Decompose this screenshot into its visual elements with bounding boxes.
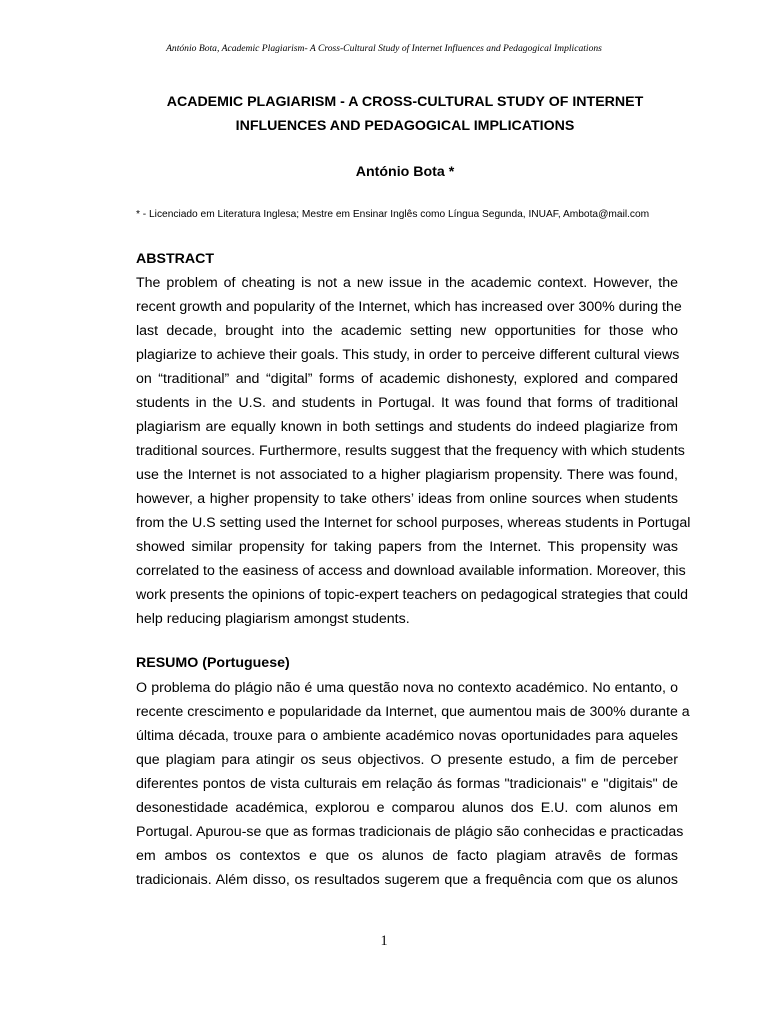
abstract-line: plagiarize to achieve their goals. This study, in order to perceive different cultural views (136, 347, 680, 363)
resumo-line: diferentes pontos de vista culturais em relação ás formas "tradicionais" e "digitais" de (136, 776, 678, 792)
author-footnote: * - Licenciado em Literatura Inglesa; Mestre em Ensinar Inglês como Língua Segunda, INUAF, Ambota@mail.com (136, 209, 650, 220)
resumo-line: O problema do plágio não é uma questão nova no contexto académico. No entanto, o (136, 680, 678, 696)
resumo-line: que plagiam para atingir os seus objectivos. O presente estudo, a fim de perceber (136, 752, 678, 768)
abstract-line: The problem of cheating is not a new issue in the academic context. However, the (136, 275, 678, 291)
resumo-body (136, 676, 690, 892)
abstract-line: traditional sources. Furthermore, results suggest that the frequency with which students (136, 443, 685, 459)
resumo-line: Portugal. Apurou-se que as formas tradicionais de plágio são conhecidas e practicadas (136, 824, 684, 840)
abstract-line: work presents the opinions of topic-expert teachers on pedagogical strategies that could (136, 587, 689, 603)
abstract-line: recent growth and popularity of the Internet, which has increased over 300% during the (136, 299, 682, 315)
resumo-line: recente crescimento e popularidade da Internet, que aumentou mais de 300% durante a (136, 704, 690, 720)
resumo-line: desonestidade académica, explorou e comparou alunos dos E.U. com alunos em (136, 800, 678, 816)
paper-title (100, 90, 710, 138)
abstract-line: plagiarism are equally known in both settings and students do indeed plagiarize from (136, 419, 678, 435)
resumo-line: em ambos os contextos e que os alunos de facto plagiam atravês de formas (136, 848, 678, 864)
abstract-body (136, 271, 691, 631)
running-header: António Bota, Academic Plagiarism- A Cross-Cultural Study of Internet Influences and Pedagogical Implications (166, 43, 602, 54)
resumo-line: última década, trouxe para o ambiente académico novas oportunidades para aqueles (136, 728, 678, 744)
abstract-heading: ABSTRACT (136, 251, 215, 267)
abstract-line: from the U.S setting used the Internet for school purposes, whereas students in Portugal (136, 515, 691, 531)
paper-title-line-2: INFLUENCES AND PEDAGOGICAL IMPLICATIONS (235, 118, 575, 134)
resumo-heading: RESUMO (Portuguese) (136, 655, 290, 671)
abstract-line: last decade, brought into the academic setting new opportunities for those who (136, 323, 678, 339)
abstract-line: students in the U.S. and students in Portugal. It was found that forms of traditional (136, 395, 678, 411)
page-number: 1 (380, 933, 388, 949)
abstract-line: help reducing plagiarism amongst students. (136, 611, 410, 627)
abstract-line: correlated to the easiness of access and download available information. Moreover, this (136, 563, 686, 579)
resumo-line: tradicionais. Além disso, os resultados sugerem que a frequência com que os alunos (136, 872, 678, 888)
author-name: António Bota * (355, 164, 455, 180)
abstract-line: showed similar propensity for taking papers from the Internet. This propensity was (136, 539, 678, 555)
abstract-line: use the Internet is not associated to a higher plagiarism propensity. There was found, (136, 467, 678, 483)
abstract-line: on “traditional” and “digital” forms of academic dishonesty, explored and compared (136, 371, 678, 387)
paper-title-line-1: ACADEMIC PLAGIARISM - A CROSS-CULTURAL STUDY OF INTERNET (166, 94, 644, 110)
abstract-line: however, a higher propensity to take others’ ideas from online sources when students (136, 491, 678, 507)
